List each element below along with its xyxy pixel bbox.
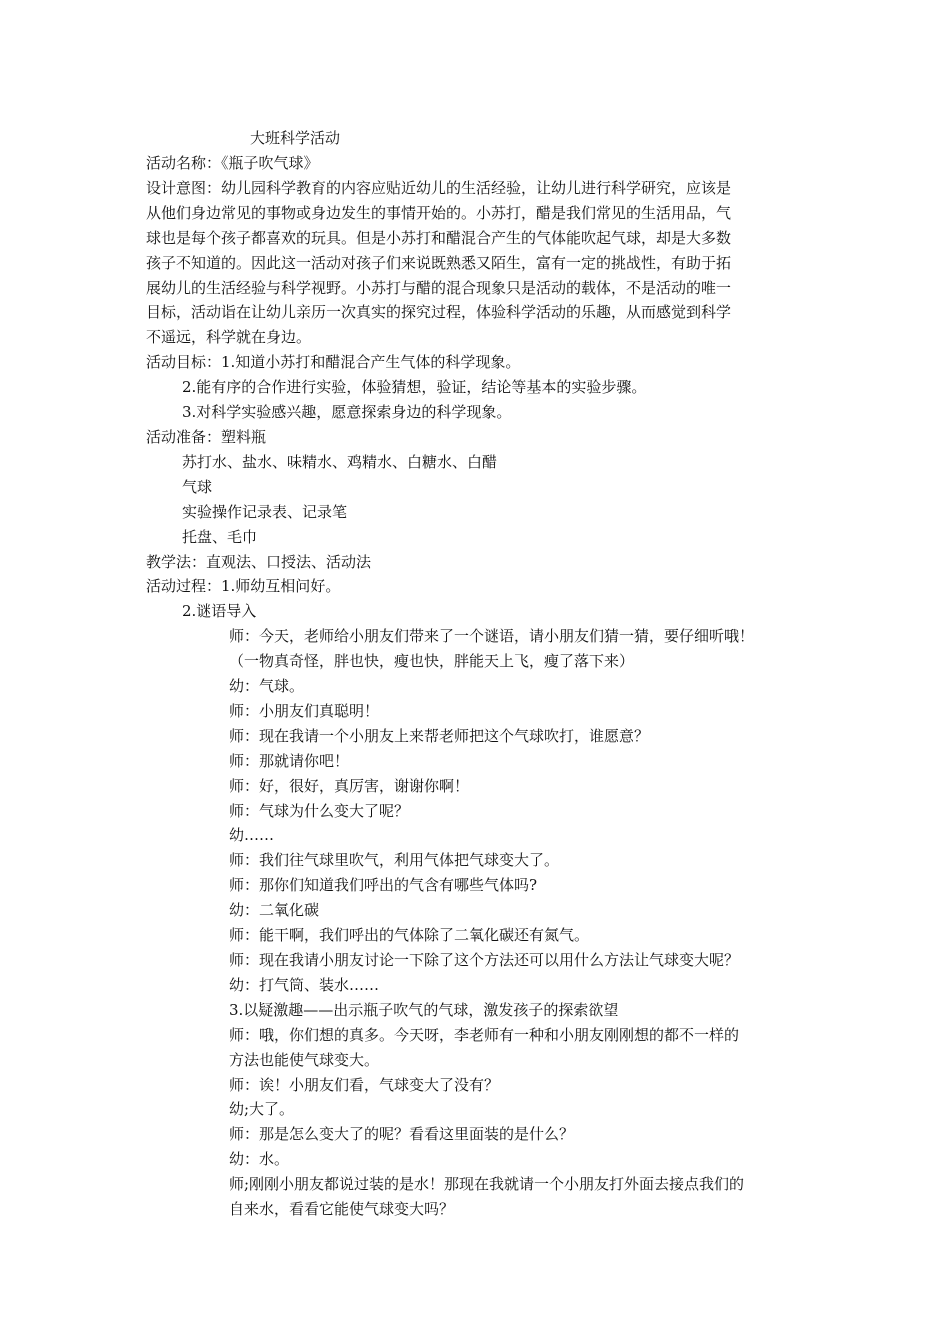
text-line: 师：今天，老师给小朋友们带来了一个谜语，请小朋友们猜一猜，要仔细听哦！ <box>229 627 755 646</box>
text-line: 师：诶！小朋友们看，气球变大了没有？ <box>229 1075 500 1094</box>
text-line: 幼：水。 <box>229 1150 290 1169</box>
text-line: 2.谜语导入 <box>182 602 257 621</box>
text-line: 师：现在我请小朋友讨论一下除了这个方法还可以用什么方法让气球变大呢？ <box>229 951 740 969</box>
text-line: 孩子不知道的。因此这一活动对孩子们来说既熟悉又陌生，富有一定的挑战性，有助于拓 <box>146 253 732 272</box>
text-line: 师：小朋友们真聪明！ <box>229 701 380 720</box>
text-line: 师：我们往气球里吹气，利用气体把气球变大了。 <box>229 851 560 870</box>
text-line: 师：好，很好，真厉害，谢谢你啊！ <box>229 776 470 795</box>
text-line: 目标，活动诣在让幼儿亲历一次真实的探究过程，体验科学活动的乐趣，从而感觉到科学 <box>146 303 732 322</box>
text-line: 活动目标：1.知道小苏打和醋混合产生气体的科学现象。 <box>146 353 521 372</box>
text-line: 师：那就请你吧！ <box>229 751 350 770</box>
document-title: 大班科学活动 <box>250 129 341 147</box>
text-line: 师：那你们知道我们呼出的气含有哪些气体吗? <box>229 876 538 895</box>
text-line: 自来水，看看它能使气球变大吗？ <box>229 1200 455 1219</box>
text-line: 气球 <box>182 477 213 496</box>
text-line: 3.以疑激趣——出示瓶子吹气的气球，激发孩子的探索欲望 <box>229 1000 619 1019</box>
text-line: 实验操作记录表、记录笔 <box>182 502 348 521</box>
text-line: 幼…… <box>229 826 275 845</box>
text-line: 师：哦，你们想的真多。今天呀，李老师有一种和小朋友刚刚想的都不一样的 <box>229 1025 740 1044</box>
text-line: 幼：打气筒、装水…… <box>229 975 380 994</box>
text-line: 活动过程：1.师幼互相问好。 <box>146 577 341 596</box>
text-line: 幼：二氧化碳 <box>229 901 320 920</box>
text-line: 师：能干啊，我们呼出的气体除了二氧化碳还有氮气。 <box>229 926 590 945</box>
text-line: 不遥远，科学就在身边。 <box>146 328 312 347</box>
text-line: 幼：气球。 <box>229 677 305 696</box>
text-line: 活动名称：《瓶子吹气球》 <box>146 154 319 172</box>
text-line: 2.能有序的合作进行实验，体验猜想，验证，结论等基本的实验步骤。 <box>182 378 647 397</box>
text-line: 展幼儿的生活经验与科学视野。小苏打与醋的混合现象只是活动的载体，不是活动的唯一 <box>146 278 732 297</box>
text-line: （一物真奇怪，胖也快，瘦也快，胖能天上飞，瘦了落下来） <box>229 652 635 671</box>
text-line: 托盘、毛巾 <box>182 527 258 546</box>
text-line: 苏打水、盐水、味精水、鸡精水、白糖水、白醋 <box>182 452 498 471</box>
text-line: 球也是每个孩子都喜欢的玩具。但是小苏打和醋混合产生的气体能吹起气球，却是大多数 <box>146 228 732 247</box>
text-line: 活动准备：塑料瓶 <box>146 427 267 446</box>
text-line: 方法也能使气球变大。 <box>229 1050 380 1069</box>
text-line: 师：现在我请一个小朋友上来帮老师把这个气球吹打，谁愿意？ <box>229 726 650 745</box>
text-line: 设计意图：幼儿园科学教育的内容应贴近幼儿的生活经验，让幼儿进行科学研究，应该是 <box>146 178 732 197</box>
document-body <box>146 151 818 1222</box>
text-line: 教学法：直观法、口授法、活动法 <box>146 552 372 571</box>
text-line: 师：那是怎么变大了的呢？看看这里面装的是什么？ <box>229 1125 575 1144</box>
text-line: 幼;大了。 <box>229 1100 295 1119</box>
text-line: 师;刚刚小朋友都说过装的是水！那现在我就请一个小朋友打外面去接点我们的 <box>229 1175 745 1194</box>
text-line: 从他们身边常见的事物或身边发生的事情开始的。小苏打，醋是我们常见的生活用品，气 <box>146 203 732 222</box>
text-line: 3.对科学实验感兴趣，愿意探索身边的科学现象。 <box>182 403 512 422</box>
text-line: 师：气球为什么变大了呢？ <box>229 801 410 820</box>
